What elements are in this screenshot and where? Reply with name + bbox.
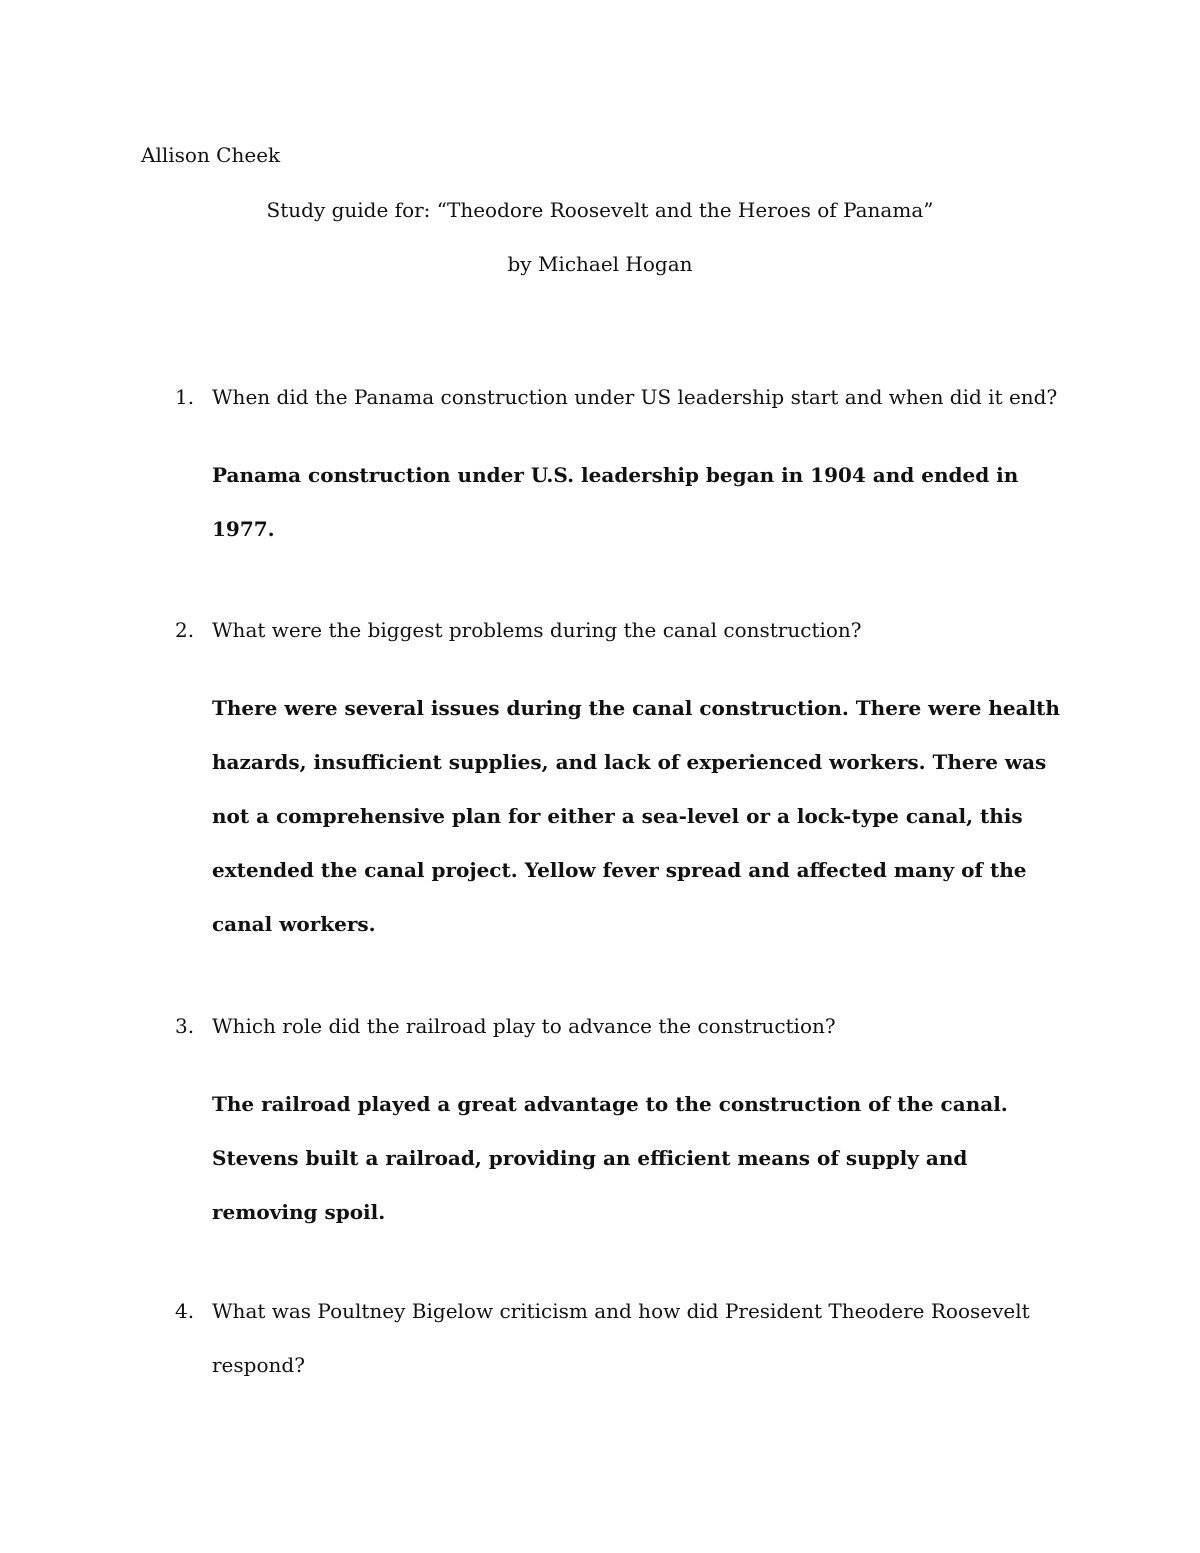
answer-text: The railroad played a great advantage to the construction of the canal. Stevens built a railroad, providing an efficient means of supply and removing spoil.: [212, 1092, 1008, 1224]
question-text: Which role did the railroad play to advance the construction?: [212, 1014, 836, 1038]
answer-text: Panama construction under U.S. leadership began in 1904 and ended in 1977.: [212, 463, 1019, 541]
question-text: What was Poultney Bigelow criticism and how did President Theodere Roosevelt respond?: [212, 1299, 1030, 1377]
question-number: 3.: [175, 1014, 195, 1038]
study-guide-byline: by Michael Hogan: [507, 252, 693, 276]
question-block-1: [141, 370, 1071, 556]
question-number: 1.: [175, 385, 195, 409]
question-number: 2.: [175, 618, 195, 642]
question-block-4: [141, 1284, 1071, 1392]
study-guide-title: Study guide for: “Theodore Roosevelt and the Heroes of Panama”: [266, 198, 934, 222]
author-name: Allison Cheek: [141, 143, 281, 167]
answer-text: There were several issues during the canal construction. There were health hazards, insufficient supplies, and lack of experienced workers. There was not a comprehensive plan for either a sea-level or a lock-type canal, this extended the canal project. Yellow fever spread and affected many of the canal workers.: [212, 696, 1060, 936]
question-number: 4.: [175, 1299, 195, 1323]
question-text: What were the biggest problems during the canal construction?: [212, 618, 862, 642]
question-block-3: [141, 999, 1071, 1239]
question-block-2: [141, 603, 1071, 951]
question-text: When did the Panama construction under US leadership start and when did it end?: [212, 385, 1058, 409]
